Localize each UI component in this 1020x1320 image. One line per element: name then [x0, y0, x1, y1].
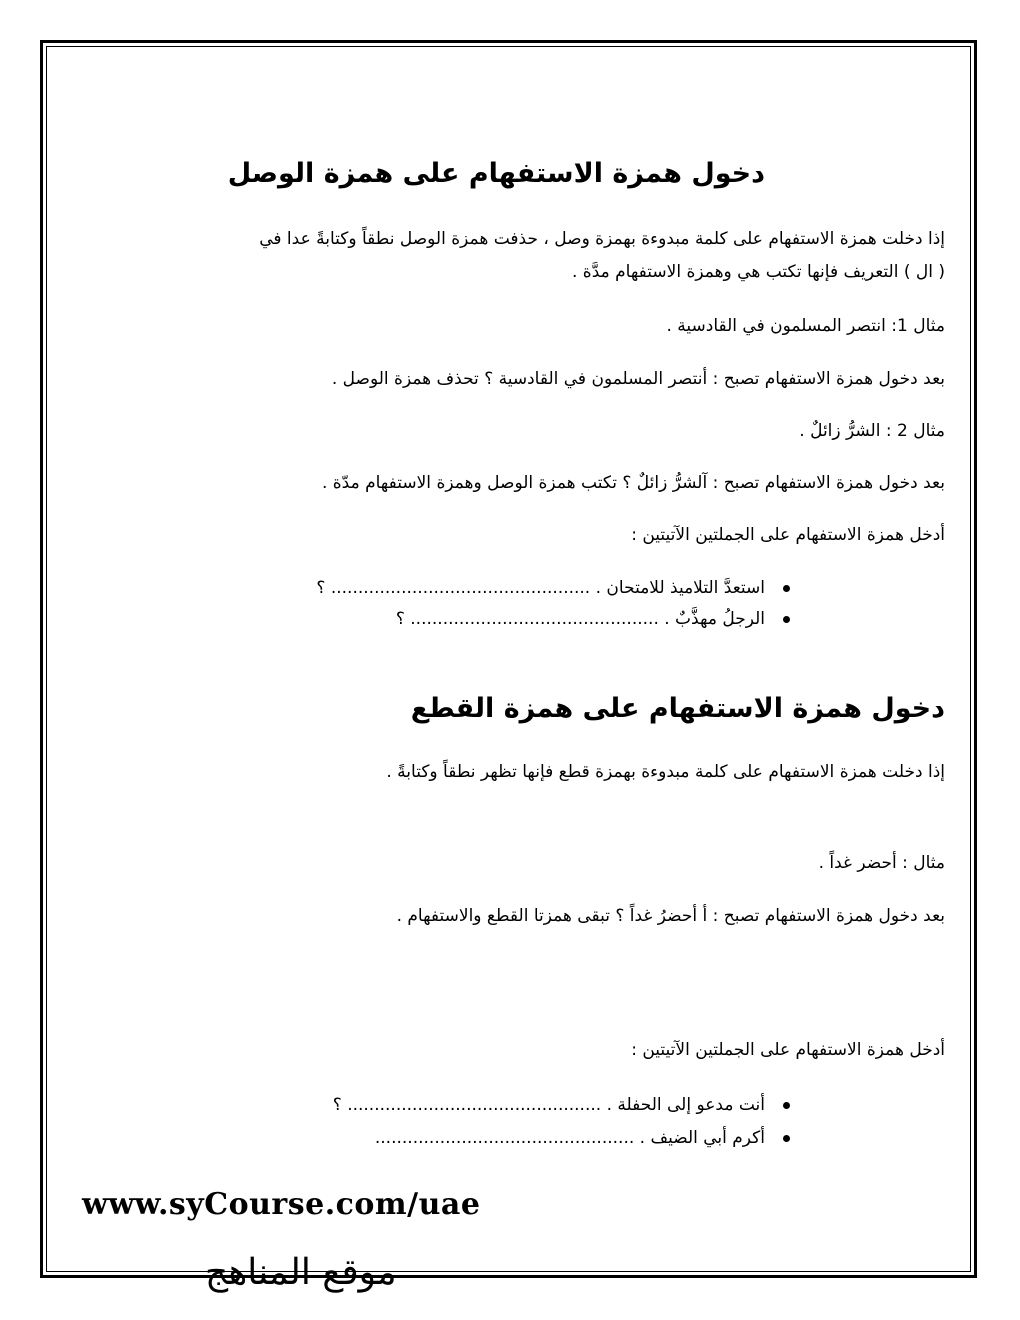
- section1-exercise: أدخل همزة الاستفهام على الجملتين الآتيتين :: [631, 525, 945, 545]
- section1-intro-line1: إذا دخلت همزة الاستفهام على كلمة مبدوءة بهمزة وصل ، حذفت همزة الوصل نطقاً وكتابةً عدا في: [259, 229, 945, 249]
- bullet-icon: [783, 585, 790, 592]
- section1-after2: بعد دخول همزة الاستفهام تصبح : آلشرُّ زائلٌ ؟ تكتب همزة الوصل وهمزة الاستفهام مدّة .: [321, 473, 945, 493]
- website-url: www.syCourse.com/uae: [82, 1187, 481, 1222]
- section1-bullet-2: الرجلُ مهذَّبٌ . .............................................. ؟: [395, 609, 765, 629]
- section1-example1: مثال 1: انتصر المسلمون في القادسية .: [666, 316, 945, 336]
- list-item: [170, 1128, 790, 1148]
- bullet-icon: [783, 1102, 790, 1109]
- section1-intro-line2: ( ال ) التعريف فإنها تكتب هي وهمزة الاستفهام مدَّة .: [571, 262, 945, 282]
- section1-bullet-1: استعدَّ التلاميذ للامتحان . ................................................ ؟: [316, 578, 765, 598]
- section1-title: دخول همزة الاستفهام على همزة الوصل: [227, 158, 765, 189]
- bullet-icon: [783, 616, 790, 623]
- section2-example: مثال : أحضر غداً .: [818, 853, 945, 873]
- list-item: [170, 1095, 790, 1115]
- section1-example2: مثال 2 : الشرُّ زائلٌ .: [799, 421, 945, 441]
- list-item: [170, 578, 790, 598]
- section2-title: دخول همزة الاستفهام على همزة القطع: [410, 693, 945, 724]
- bullet-icon: [783, 1135, 790, 1142]
- section2-intro: إذا دخلت همزة الاستفهام على كلمة مبدوءة بهمزة قطع فإنها تظهر نطقاً وكتابةً .: [386, 762, 945, 782]
- section2-after: بعد دخول همزة الاستفهام تصبح : أ أحضرُ غداً ؟ تبقى همزتا القطع والاستفهام .: [396, 906, 945, 926]
- section2-bullet-1: أنت مدعو إلى الحفلة . ............................................... ؟: [332, 1095, 765, 1115]
- section2-bullet-2: أكرم أبي الضيف . ................................................: [374, 1128, 765, 1148]
- list-item: [170, 609, 790, 629]
- section1-after1: بعد دخول همزة الاستفهام تصبح : أنتصر المسلمون في القادسية ؟ تحذف همزة الوصل .: [331, 369, 945, 389]
- site-logo-text: موقع المناهج: [205, 1252, 397, 1293]
- section2-exercise: أدخل همزة الاستفهام على الجملتين الآتيتين :: [631, 1040, 945, 1060]
